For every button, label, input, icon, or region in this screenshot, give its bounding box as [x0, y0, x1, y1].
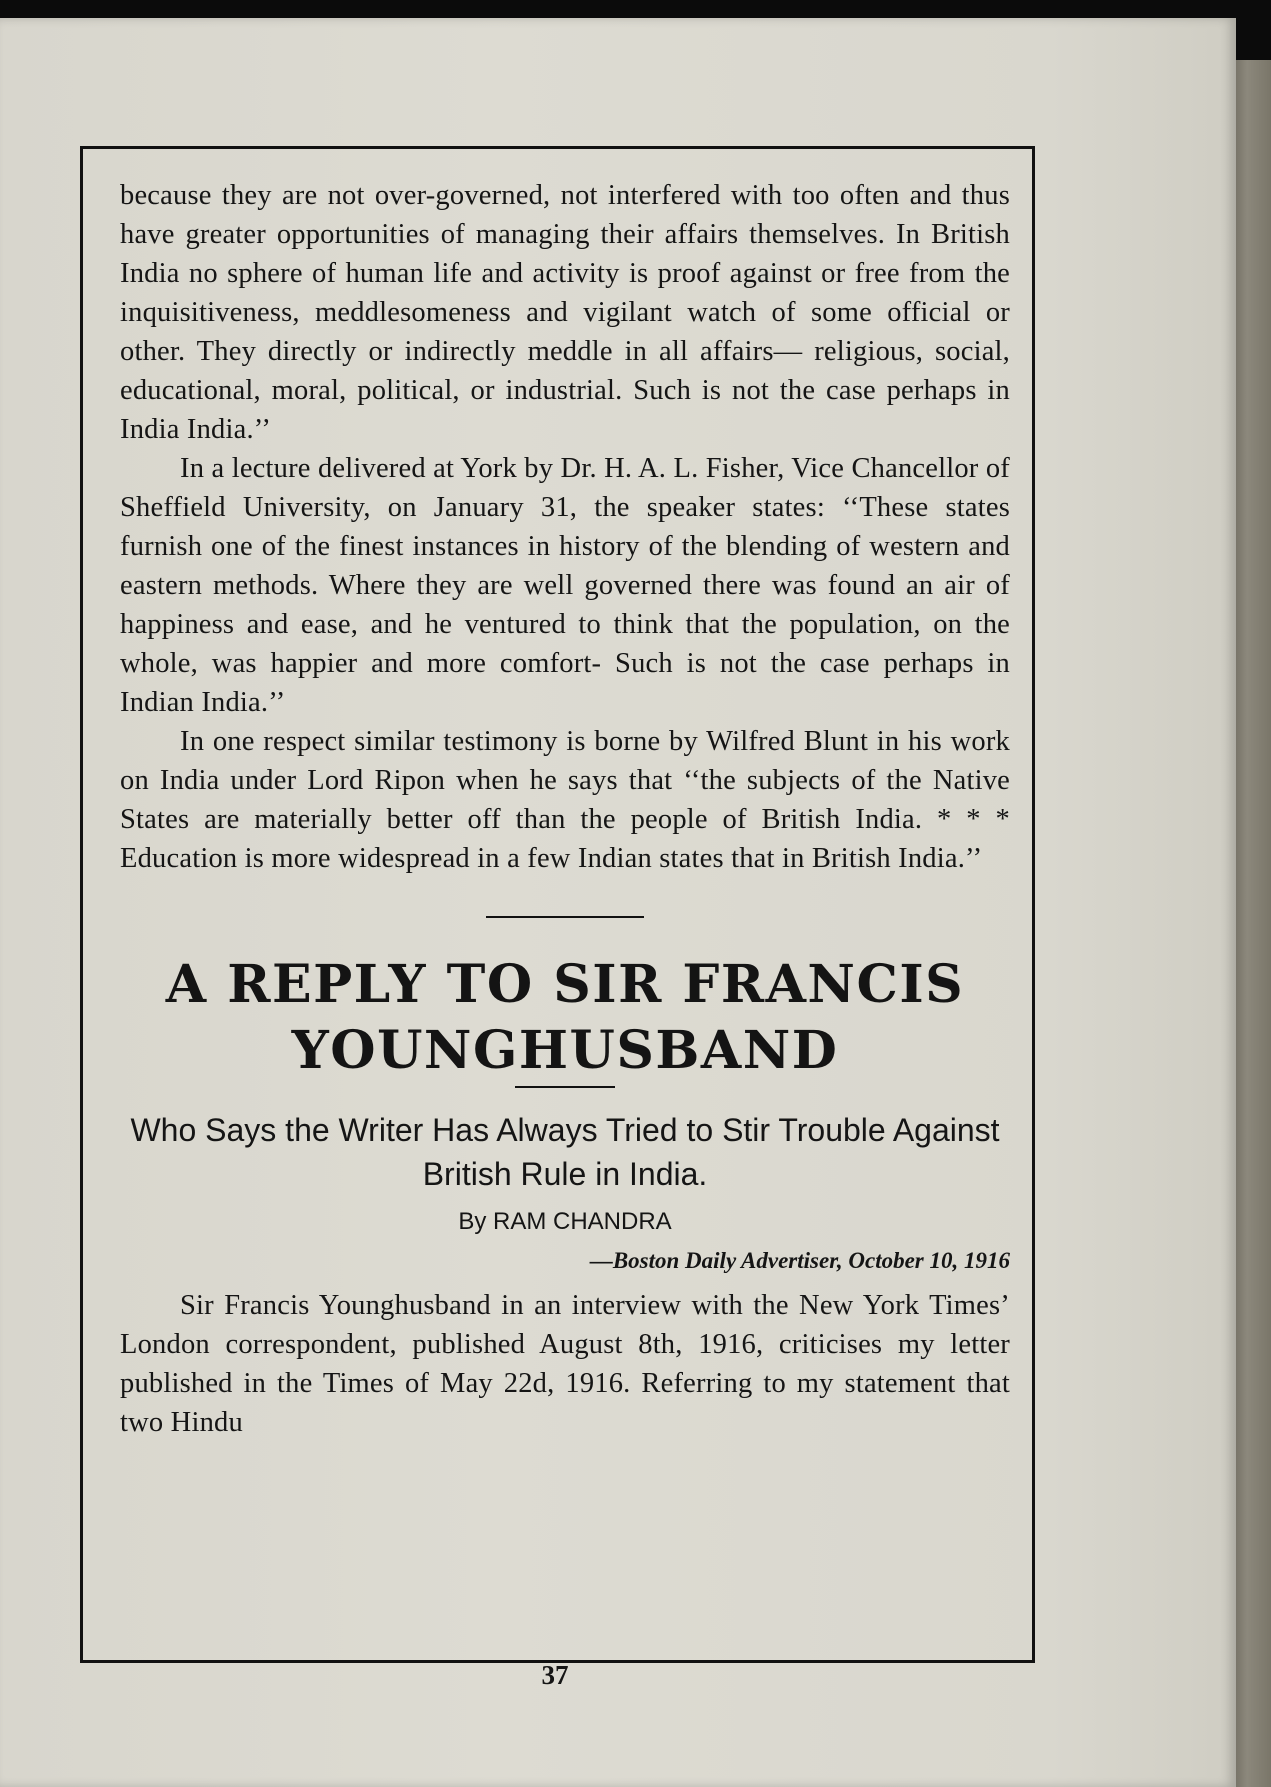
paragraph-continued: because they are not over-governed, not interfered with too often and thus have greater opportunities of managing their affairs themselves. In British India no sphere of human life and activity is proof against or free from the inquisitiveness, meddlesomeness and vigilant watch of some official or other. They directly or indirectly meddle in all affairs— religious, social, educational, moral, political, or industrial. Such is not the case perhaps in India India.’’ — [120, 180, 1010, 445]
page-content — [120, 176, 1010, 1442]
paragraph-fisher-lecture: In a lecture delivered at York by Dr. H. A. L. Fisher, Vice Chancellor of Sheffield University, on January 31, the speaker states: ‘‘These states furnish one of the finest instances in history of the blending of western and eastern methods. Where they are well governed there was found an air of happiness and ease, and he ventured to think that the population, on the whole, was happier and more comfort- Such is not the case perhaps in Indian India.’’ — [120, 453, 1010, 718]
article-subtitle: Who Says the Writer Has Always Tried to Stir Trouble Against British Rule in India. — [130, 1112, 1000, 1192]
page-number: 37 — [541, 1660, 569, 1690]
section-divider — [486, 916, 644, 918]
article-body-paragraph: Sir Francis Younghusband in an interview with the New York Times’ London correspondent, published August 8th, 1916, criticises my letter published in the Times of May 22d, 1916. Referring to my statement that two Hindu — [120, 1290, 1010, 1438]
book-spine-edge — [1231, 60, 1271, 1787]
article-byline: By RAM CHANDRA — [458, 1208, 672, 1235]
article-title-line2: YOUNGHUSBAND — [291, 1020, 839, 1081]
article-title-line1: A REPLY TO SIR FRANCIS — [165, 954, 965, 1015]
title-underline — [515, 1086, 615, 1088]
paragraph-blunt-testimony: In one respect similar testimony is borne by Wilfred Blunt in his work on India under Lord Ripon when he says that ‘‘the subjects of the Native States are materially better off than the people of British India. * * * Education is more widespread in a few Indian states that in British India.’’ — [120, 726, 1010, 874]
article-source: —Boston Daily Advertiser, October 10, 1916 — [589, 1248, 1010, 1273]
